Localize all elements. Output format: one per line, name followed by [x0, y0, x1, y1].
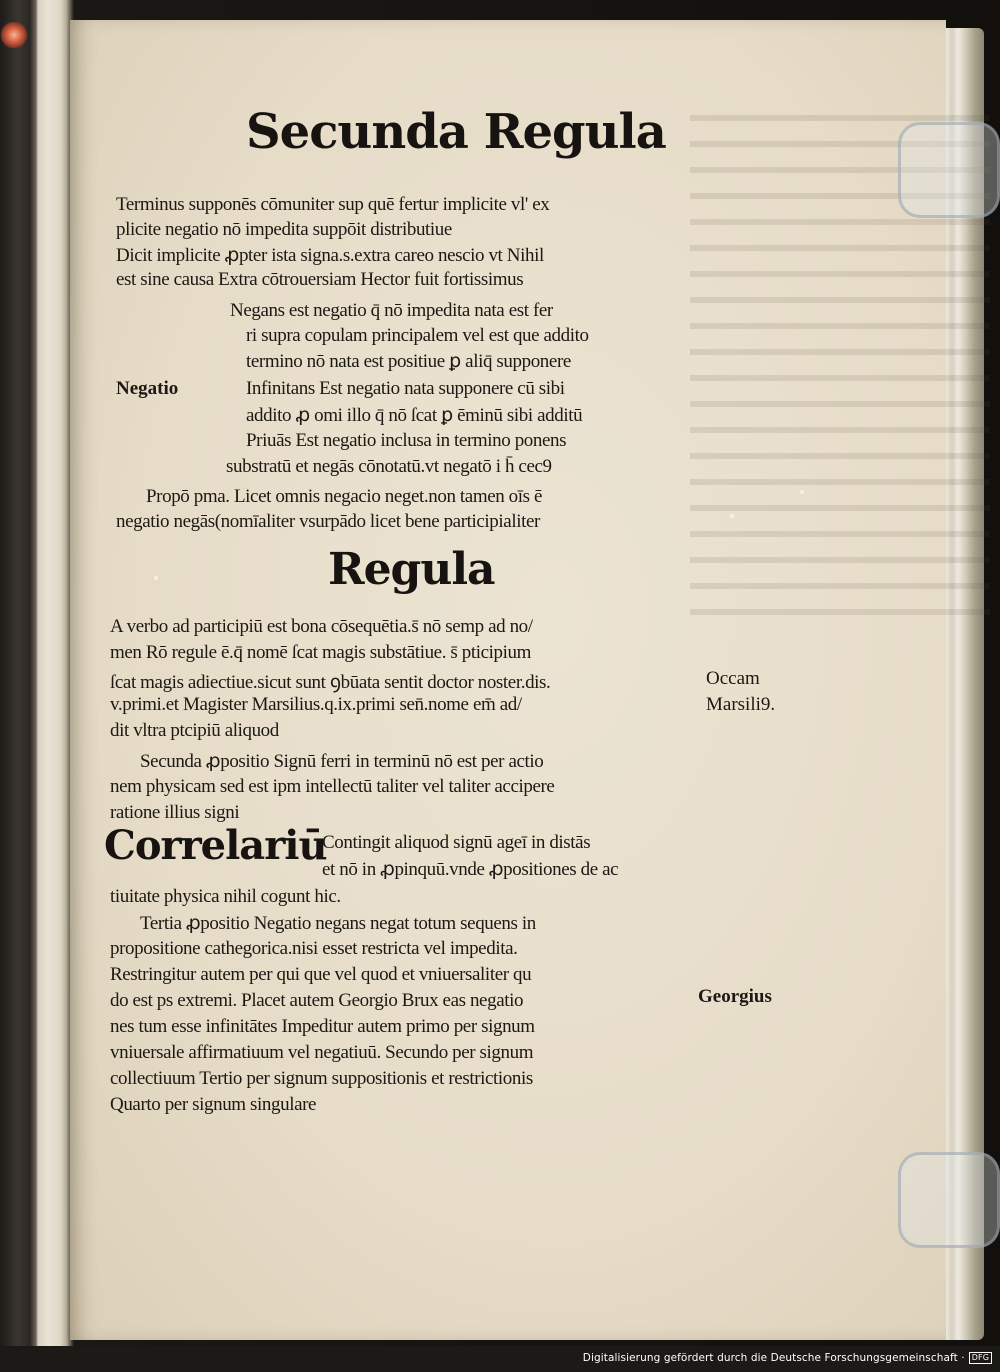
margin-note-occam: Occam [706, 668, 760, 689]
text-line: do est ps extremi. Placet autem Georgio Brux eas negatio [110, 990, 524, 1011]
text-line: ratione illius signi [110, 802, 240, 823]
text-line: Terminus supponēs cōmuniter sup quē fertur implicite vl' ex [116, 194, 550, 215]
text-line: Infinitans Est negatio nata supponere cū sibi [246, 378, 565, 399]
heading-secunda-regula: Secunda Regula [246, 104, 666, 160]
credit-text: Digitalisierung gefördert durch die Deutsche Forschungsgemeinschaft · [582, 1352, 965, 1364]
text-line: est sine causa Extra cōtrouersiam Hector fuit fortissimus [116, 269, 524, 290]
text-line: addito ꝓ omi illo q̄ nō ſcat ꝑ ēminū sibi additū [246, 405, 583, 426]
paper-speck [154, 576, 158, 580]
paper-speck [800, 490, 804, 494]
text-line: ſcat magis adiectiue.sicut sunt ꝯbūata sentit doctor noster.dis. [110, 672, 551, 693]
text-line: Secunda ꝓpositio Signū ferri in terminū nō est per actio [140, 751, 544, 772]
dfg-logo: DFG [969, 1352, 992, 1364]
page-clip-top [898, 122, 1000, 218]
text-line: Dicit implicite ꝓpter ista signa.s.extra careo nescio vt Nihil [116, 245, 544, 266]
heading-correlarium: Correlariū [104, 822, 327, 869]
margin-label-negatio: Negatio [116, 378, 179, 399]
book-page [70, 20, 946, 1340]
text-line: et nō in ꝓpinquū.vnde ꝓpositiones de ac [322, 859, 619, 880]
text-line: plicite negatio nō impedita suppōit distributiue [116, 219, 452, 240]
text-line: men Rō regule ē.q̄ nomē ſcat magis substātiue. s̄ pticipium [110, 642, 531, 663]
text-line: collectiuum Tertio per signum suppositionis et restrictionis [110, 1068, 533, 1089]
text-line: tiuitate physica nihil cogunt hic. [110, 886, 341, 907]
paper-speck [730, 514, 734, 518]
text-line: Quarto per signum singulare [110, 1094, 317, 1115]
text-line: dit vltra ptcipiū aliquod [110, 720, 279, 741]
text-line: nem physicam sed est ipm intellectū taliter vel taliter accipere [110, 776, 555, 797]
text-line: Negans est negatio q̄ nō impedita nata est fer [230, 300, 553, 321]
heading-regula: Regula [328, 544, 495, 595]
text-line: nes tum esse infinitātes Impeditur autem primo per signum [110, 1016, 535, 1037]
text-line: v.primi.et Magister Marsilius.q.ix.primi sen̄.nome em̄ ad/ [110, 694, 522, 715]
text-line: Restringitur autem per qui que vel quod et vniuersaliter qu [110, 964, 532, 985]
text-line: Propō pma. Licet omnis negacio neget.non tamen oīs ē [146, 486, 543, 507]
text-line: negatio negās(nomīaliter vsurpādo licet bene participialiter [116, 511, 540, 532]
text-line: Contingit aliquod signū ageī in distās [322, 832, 591, 853]
text-line: A verbo ad participiū est bona cōsequētia.s̄ nō semp ad no/ [110, 616, 533, 637]
text-line: vniuersale affirmatiuum vel negatiuū. Secundo per signum [110, 1042, 534, 1063]
text-line: Tertia ꝓpositio Negatio negans negat totum sequens in [140, 913, 536, 934]
margin-note-marsilius: Marsili9. [706, 694, 776, 715]
text-line: propositione cathegorica.nisi esset restricta vel impedita. [110, 938, 518, 959]
text-line: substratū et negās cōnotatū.vt negatō i h̄ cec9 [226, 456, 552, 477]
margin-note-georgius: Georgius [698, 986, 772, 1007]
digitization-credit [583, 1352, 992, 1364]
text-line: Priuās Est negatio inclusa in termino ponens [246, 430, 567, 451]
text-line: termino nō nata est positiue ꝑ aliq̄ supponere [246, 351, 571, 372]
red-tab-marker [0, 22, 30, 48]
text-line: ri supra copulam principalem vel est que addito [246, 325, 589, 346]
page-clip-bottom [898, 1152, 1000, 1248]
